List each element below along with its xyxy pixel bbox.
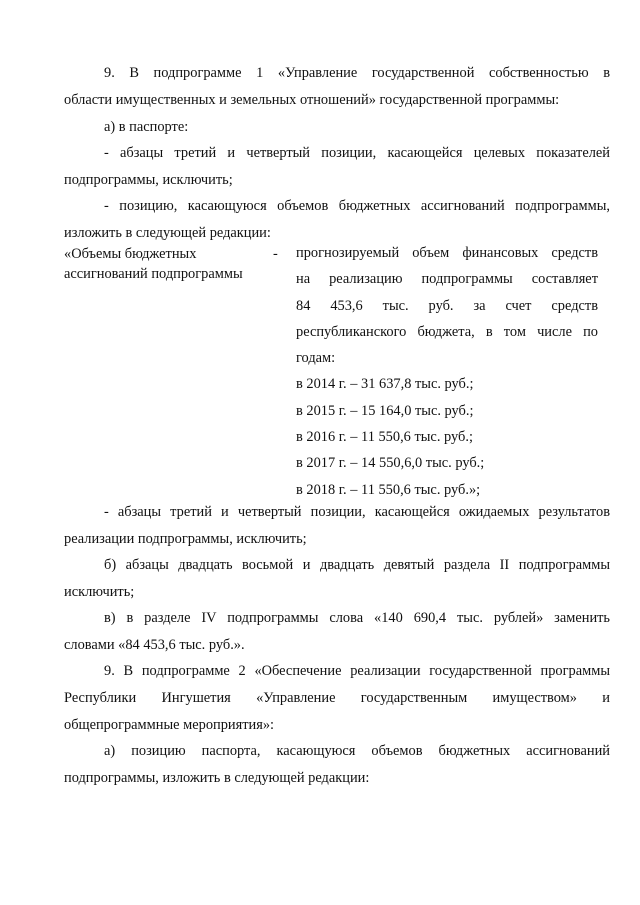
text-line: - абзацы третий и четвертый позиции, касающейся целевых показателей — [104, 145, 610, 161]
paragraph-expected-results — [64, 499, 610, 553]
text-line: республиканского бюджета, в том числе по — [296, 323, 598, 340]
text-line: 84 453,6 тыс. руб. за счет средств — [296, 297, 598, 314]
text-line: - абзацы третий и четвертый позиции, касающейся ожидаемых результатов — [104, 504, 610, 520]
passport-position-value — [296, 240, 598, 503]
paragraph-budget-position — [64, 193, 610, 247]
text-line: а) в паспорте: — [104, 119, 189, 135]
text-line: «Объемы бюджетных — [64, 246, 197, 262]
text-line: в 2016 г. – 11 550,6 тыс. руб.; — [296, 429, 473, 446]
text-line: б) абзацы двадцать восьмой и двадцать девятый раздела II подпрограммы — [104, 557, 610, 573]
text-line: ассигнований подпрограммы — [64, 266, 243, 282]
paragraph-section-4 — [64, 605, 610, 659]
text-line: исключить; — [64, 583, 135, 600]
paragraph-subprogram-2-intro — [64, 658, 610, 738]
text-line: в) в разделе IV подпрограммы слова «140 690,4 тыс. рублей» заменить — [104, 610, 610, 626]
paragraph-passport-heading — [64, 114, 610, 141]
text-line: - позицию, касающуюся объемов бюджетных ассигнований подпрограммы, — [104, 198, 610, 214]
text-line: годам: — [296, 350, 336, 367]
text-line: в 2015 г. – 15 164,0 тыс. руб.; — [296, 402, 474, 419]
text-line: на реализацию подпрограммы составляет — [296, 271, 598, 288]
paragraph-passport-position-2 — [64, 738, 610, 792]
text-line: прогнозируемый объем финансовых средств — [296, 245, 598, 261]
text-line: подпрограммы, изложить в следующей редакции: — [64, 769, 370, 786]
text-line: реализации подпрограммы, исключить; — [64, 530, 307, 547]
text-line: Республики Ингушетия «Управление государственным имуществом» и — [64, 689, 610, 706]
text-line: подпрограммы, исключить; — [64, 171, 233, 188]
text-line: общепрограммные мероприятия»: — [64, 716, 275, 733]
paragraph-target-indicators — [64, 140, 610, 194]
text-line: а) позицию паспорта, касающуюся объемов бюджетных ассигнований — [104, 743, 610, 759]
text-line: в 2014 г. – 31 637,8 тыс. руб.; — [296, 376, 474, 393]
text-line: изложить в следующей редакции: — [64, 224, 271, 241]
paragraph-section-2 — [64, 552, 610, 606]
text-line: словами «84 453,6 тыс. руб.». — [64, 636, 245, 653]
paragraph-subprogram-1-intro — [64, 60, 610, 114]
text-line: в 2017 г. – 14 550,6,0 тыс. руб.; — [296, 455, 485, 472]
passport-position-label — [64, 244, 244, 284]
text-line: 9. В подпрограмме 2 «Обеспечение реализации государственной программы — [104, 663, 610, 679]
text-line: 9. В подпрограмме 1 «Управление государственной собственностью в — [104, 65, 610, 81]
text-line: в 2018 г. – 11 550,6 тыс. руб.»; — [296, 481, 481, 498]
passport-dash: - — [273, 246, 278, 262]
text-line: области имущественных и земельных отношений» государственной программы: — [64, 91, 560, 108]
